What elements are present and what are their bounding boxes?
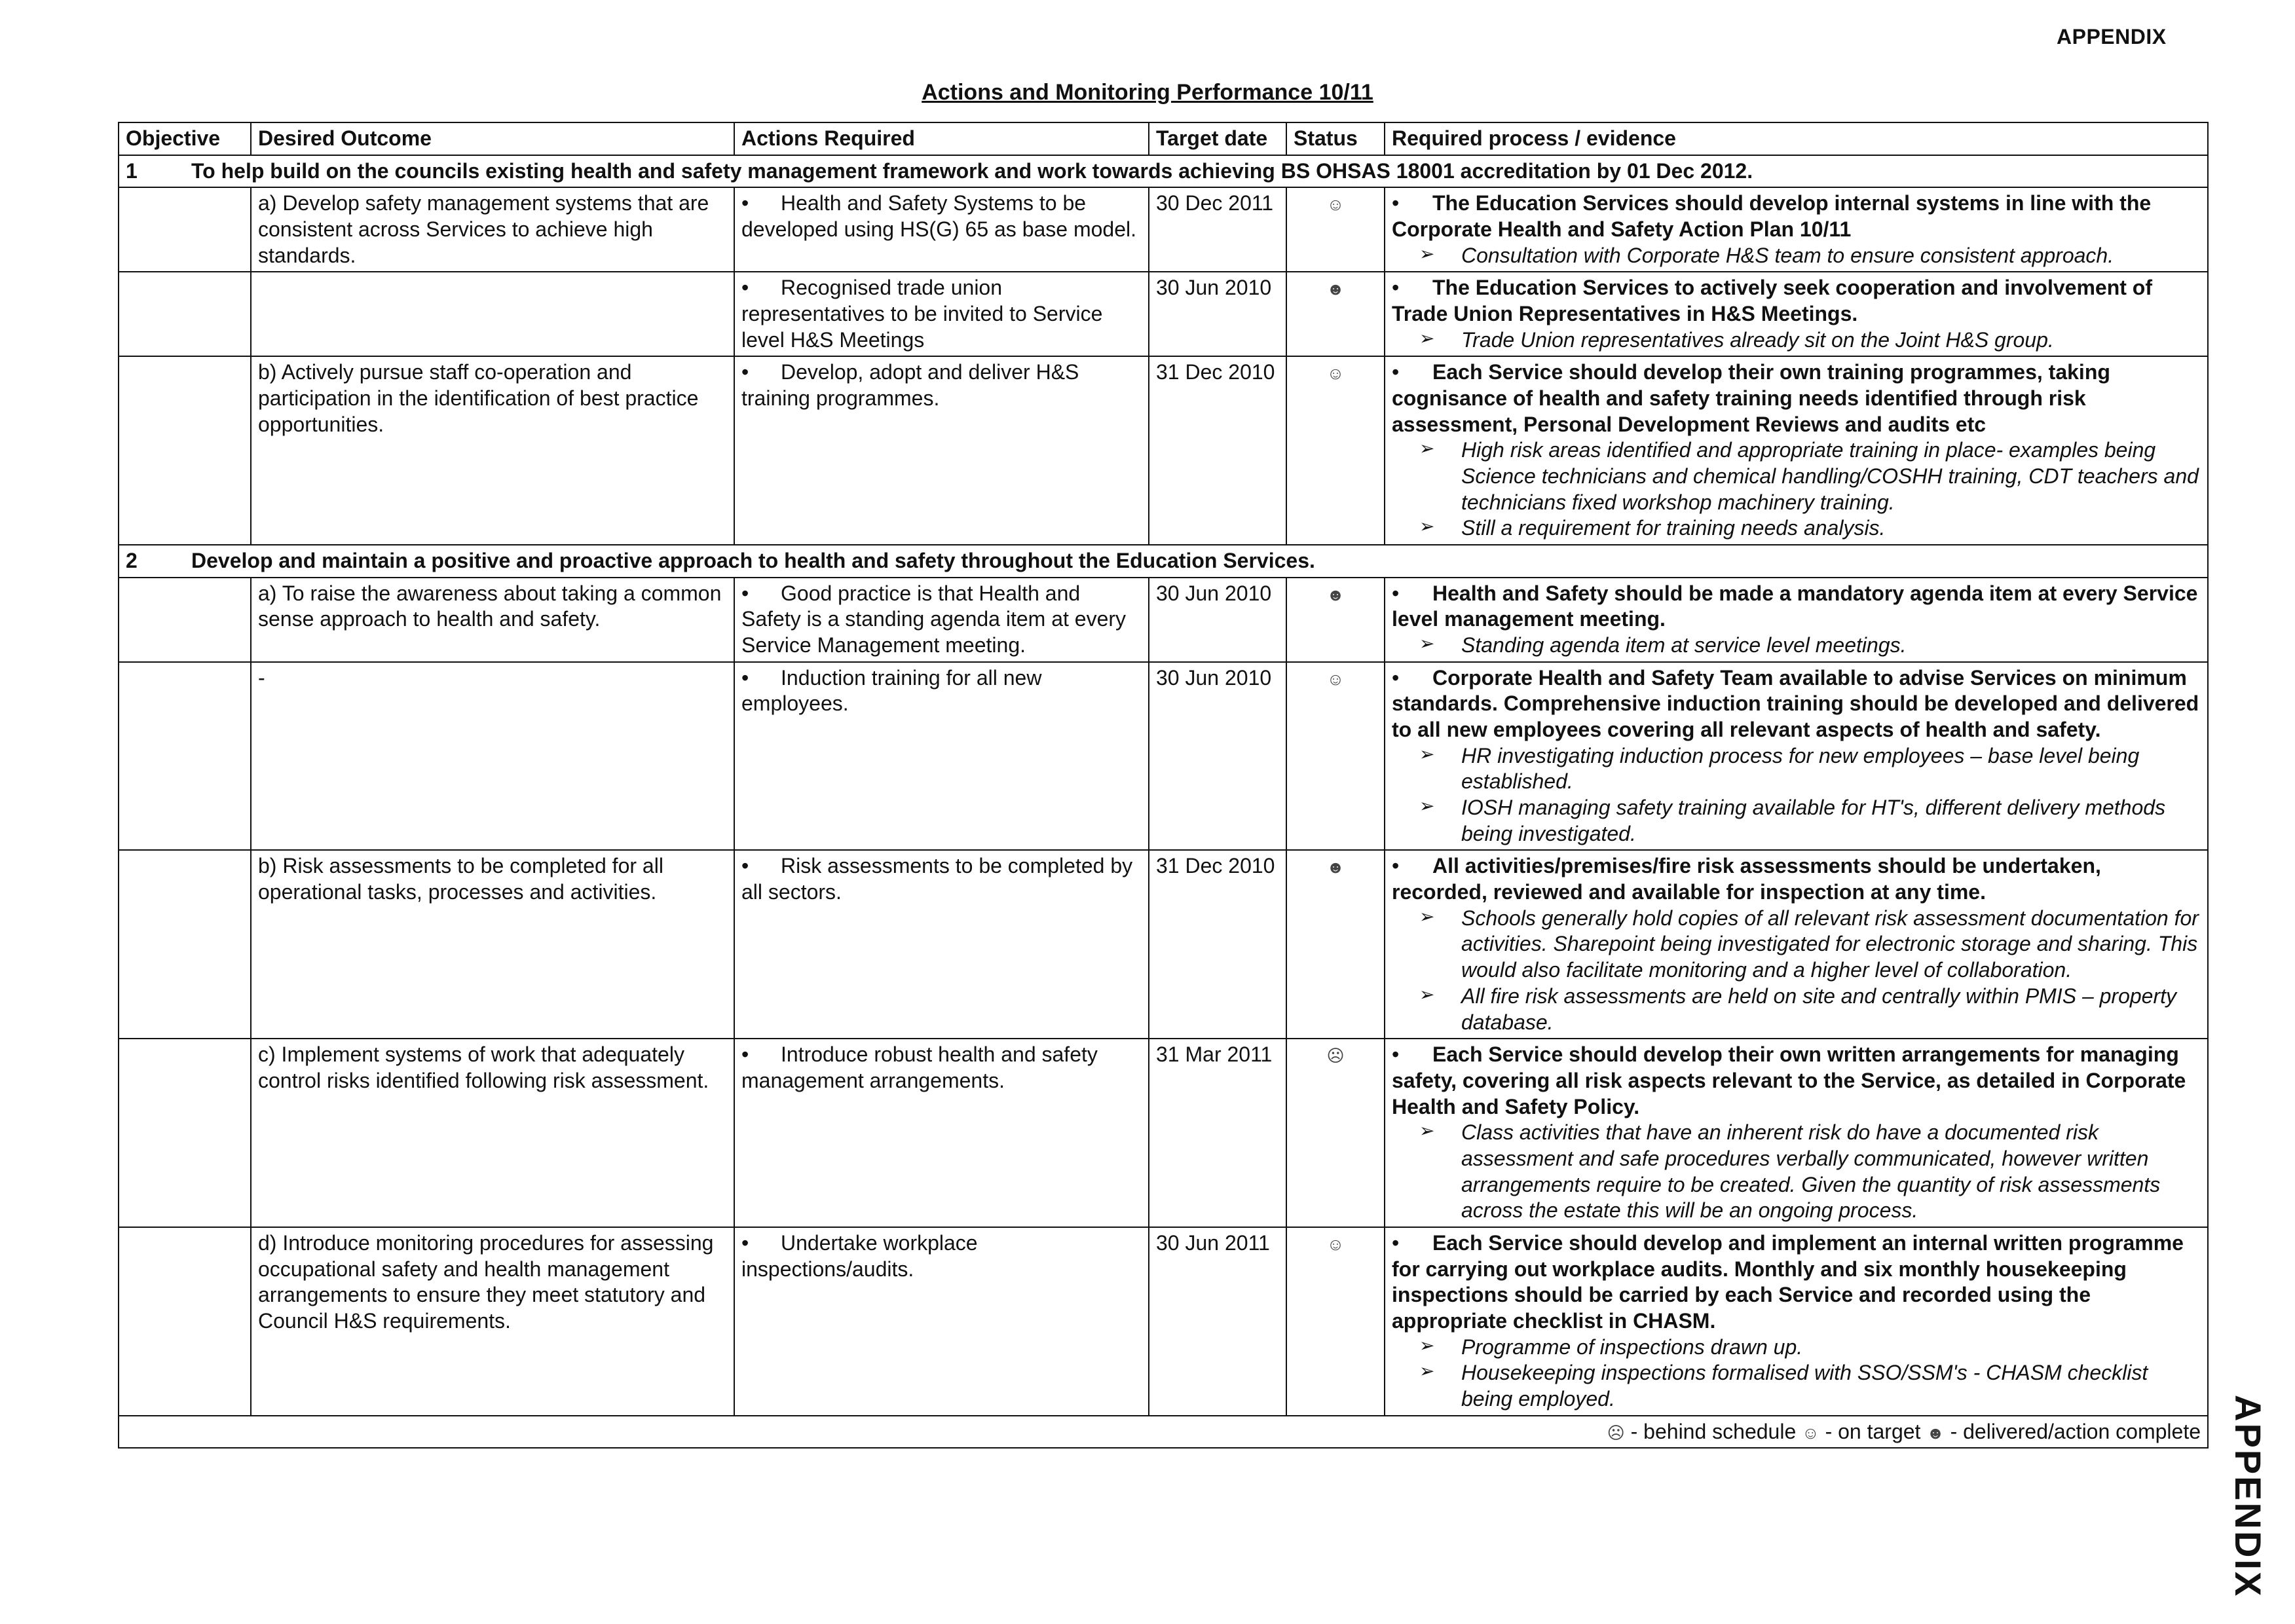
target-date-text: 31 Mar 2011: [1156, 1043, 1273, 1067]
sad-face-icon: ☹: [1607, 1422, 1625, 1443]
evidence-sub-item: ➢ Still a requirement for training needs analysis.: [1419, 515, 2201, 542]
target-date-text: 30 Jun 2010: [1156, 276, 1272, 300]
neutral-face-icon: ☺: [1326, 194, 1345, 215]
desired-outcome-cell: [251, 187, 734, 272]
target-date-cell: [1149, 1227, 1286, 1416]
appendix-side-label: APPENDIX: [2228, 1395, 2269, 1598]
section-number: 2: [126, 549, 138, 573]
evidence-sub-item: ➢ Trade Union representatives already sit on the Joint H&S group.: [1419, 327, 2201, 354]
action-required-text: • Good practice is that Health and Safety is a standing agenda item at every Service Management meeting.: [741, 581, 1142, 659]
table-row: [119, 662, 2208, 851]
evidence-main-text: • Each Service should develop their own written arrangements for managing safety, covering all risk aspects relevant to the Service, as detailed in Corporate Health and Safety Policy.: [1392, 1042, 2201, 1120]
desired-outcome-cell: [251, 850, 734, 1039]
objective-cell: [119, 356, 251, 545]
neutral-face-icon: ☺: [1326, 669, 1345, 689]
table-row: [119, 578, 2208, 662]
sad-face-icon: ☹: [1326, 1046, 1345, 1066]
table-row: [119, 356, 2208, 545]
action-required-cell: [734, 1227, 1149, 1416]
objective-cell: [119, 1039, 251, 1227]
evidence-main-text: • Corporate Health and Safety Team available to advise Services on minimum standards. Comprehensive induction training should be developed and delivered to all new employees covering all relevant aspects of health and safety.: [1392, 665, 2201, 743]
table-row: [119, 1227, 2208, 1416]
evidence-sub-list: [1419, 906, 2201, 1035]
smiley-face-icon: ☻: [1926, 1422, 1945, 1443]
legend-behind-label: - behind schedule: [1624, 1419, 1802, 1443]
table-row: [119, 1039, 2208, 1227]
target-date-cell: [1149, 850, 1286, 1039]
smiley-face-icon: ☻: [1326, 584, 1345, 604]
desired-outcome-text: c) Implement systems of work that adequately control risks identified following risk assessment.: [258, 1043, 709, 1092]
action-required-text: • Risk assessments to be completed by all sectors.: [741, 853, 1142, 905]
objective-cell: [119, 850, 251, 1039]
desired-outcome-text: b) Risk assessments to be completed for all operational tasks, processes and activities.: [258, 854, 663, 904]
evidence-cell: [1385, 272, 2208, 356]
objective-cell: [119, 662, 251, 851]
section-title-cell: [119, 545, 2208, 578]
target-date-text: 30 Jun 2010: [1156, 581, 1272, 605]
evidence-sub-item: ➢ Schools generally hold copies of all relevant risk assessment documentation for activities. Sharepoint being investigated for electronic storage and sharing. This would also facilitate monitoring and a higher level of collaboration.: [1419, 906, 2201, 984]
evidence-sub-item: ➢ Consultation with Corporate H&S team to ensure consistent approach.: [1419, 243, 2201, 269]
column-header-desired-outcome: Desired Outcome: [251, 122, 734, 155]
desired-outcome-cell: [251, 578, 734, 662]
evidence-sub-item: ➢ Programme of inspections drawn up.: [1419, 1335, 2201, 1361]
evidence-cell: [1385, 578, 2208, 662]
target-date-cell: [1149, 662, 1286, 851]
neutral-face-icon: ☺: [1326, 1234, 1345, 1254]
desired-outcome-text: -: [258, 665, 265, 690]
section-title-cell: [119, 155, 2208, 188]
status-cell: [1286, 272, 1385, 356]
desired-outcome-text: a) Develop safety management systems that are consistent across Services to achieve high standards.: [258, 191, 709, 267]
legend-row: [119, 1416, 2208, 1449]
status-cell: [1286, 356, 1385, 545]
evidence-sub-item: ➢ IOSH managing safety training available for HT's, different delivery methods being investigated.: [1419, 795, 2201, 847]
evidence-sub-item: ➢ Housekeeping inspections formalised with SSO/SSM's - CHASM checklist being employed.: [1419, 1360, 2201, 1412]
objective-cell: [119, 187, 251, 272]
evidence-sub-item: ➢ HR investigating induction process for new employees – base level being established.: [1419, 743, 2201, 795]
action-required-cell: [734, 662, 1149, 851]
legend-complete-label: - delivered/action complete: [1944, 1419, 2201, 1443]
action-required-cell: [734, 578, 1149, 662]
target-date-text: 30 Dec 2011: [1156, 191, 1274, 215]
neutral-face-icon: ☺: [1326, 363, 1345, 384]
table-header-row: [119, 122, 2208, 155]
desired-outcome-cell: [251, 1039, 734, 1227]
desired-outcome-cell: [251, 1227, 734, 1416]
status-cell: [1286, 662, 1385, 851]
section-header-row: [119, 545, 2208, 578]
evidence-sub-item: ➢ Standing agenda item at service level meetings.: [1419, 633, 2201, 659]
status-cell: [1286, 578, 1385, 662]
evidence-main-text: • Health and Safety should be made a mandatory agenda item at every Service level management meeting.: [1392, 581, 2201, 633]
legend: [119, 1416, 2208, 1449]
objective-cell: [119, 1227, 251, 1416]
section-title: Develop and maintain a positive and proactive approach to health and safety throughout the Education Services.: [191, 549, 1315, 573]
desired-outcome-cell: [251, 356, 734, 545]
status-cell: [1286, 1227, 1385, 1416]
section-header-row: [119, 155, 2208, 188]
evidence-sub-list: [1419, 437, 2201, 542]
evidence-sub-list: [1419, 1120, 2201, 1224]
desired-outcome-text: a) To raise the awareness about taking a common sense approach to health and safety.: [258, 581, 722, 631]
action-required-cell: [734, 187, 1149, 272]
desired-outcome-text: b) Actively pursue staff co-operation and participation in the identification of best practice opportunities.: [258, 360, 699, 436]
section-title: To help build on the councils existing health and safety management framework and work towards achieving BS OHSAS 18001 accreditation by 01 Dec 2012.: [191, 158, 1753, 183]
target-date-cell: [1149, 1039, 1286, 1227]
neutral-face-icon: ☺: [1802, 1422, 1819, 1443]
action-required-text: • Undertake workplace inspections/audits.: [741, 1230, 1142, 1282]
target-date-cell: [1149, 356, 1286, 545]
target-date-text: 31 Dec 2010: [1156, 854, 1275, 878]
performance-table: [118, 122, 2209, 1449]
action-required-text: • Recognised trade union representatives to be invited to Service level H&S Meetings: [741, 275, 1142, 353]
action-required-text: • Induction training for all new employees.: [741, 665, 1142, 717]
action-required-cell: [734, 1039, 1149, 1227]
action-required-text: • Health and Safety Systems to be developed using HS(G) 65 as base model.: [741, 191, 1142, 242]
table-row: [119, 187, 2208, 272]
evidence-sub-list: [1419, 327, 2201, 354]
page-title: Actions and Monitoring Performance 10/11: [922, 80, 1373, 105]
evidence-cell: [1385, 356, 2208, 545]
action-required-text: • Develop, adopt and deliver H&S training programmes.: [741, 360, 1142, 411]
table-row: [119, 272, 2208, 356]
desired-outcome-cell: [251, 662, 734, 851]
evidence-sub-item: ➢ All fire risk assessments are held on site and centrally within PMIS – property database.: [1419, 984, 2201, 1035]
evidence-cell: [1385, 1227, 2208, 1416]
status-cell: [1286, 187, 1385, 272]
action-required-cell: [734, 272, 1149, 356]
evidence-main-text: • The Education Services should develop internal systems in line with the Corporate Health and Safety Action Plan 10/11: [1392, 191, 2201, 242]
target-date-cell: [1149, 578, 1286, 662]
column-header-target-date: Target date: [1149, 122, 1286, 155]
evidence-main-text: • All activities/premises/fire risk assessments should be undertaken, recorded, reviewed and available for inspection at any time.: [1392, 853, 2201, 905]
evidence-main-text: • The Education Services to actively seek cooperation and involvement of Trade Union Representatives in H&S Meetings.: [1392, 275, 2201, 327]
appendix-label: APPENDIX: [2057, 25, 2167, 48]
evidence-sub-item: ➢ Class activities that have an inherent risk do have a documented risk assessment and safe procedures verbally communicated, however written arrangements require to be created. Given the quantity of risk assessments across the estate this will be an ongoing process.: [1419, 1120, 2201, 1224]
evidence-sub-list: [1419, 243, 2201, 269]
section-number: 1: [126, 158, 138, 183]
evidence-sub-list: [1419, 743, 2201, 847]
evidence-main-text: • Each Service should develop and implement an internal written programme for carrying out workplace audits. Monthly and six monthly housekeeping inspections should be carried by each Service and recorded using the appropriate checklist in CHASM.: [1392, 1230, 2201, 1335]
table-row: [119, 850, 2208, 1039]
objective-cell: [119, 272, 251, 356]
evidence-sub-item: ➢ High risk areas identified and appropriate training in place- examples being Science technicians and chemical handling/COSHH training, CDT teachers and technicians fixed workshop machinery training.: [1419, 437, 2201, 515]
action-required-cell: [734, 356, 1149, 545]
target-date-cell: [1149, 272, 1286, 356]
evidence-cell: [1385, 850, 2208, 1039]
action-required-text: • Introduce robust health and safety management arrangements.: [741, 1042, 1142, 1094]
status-cell: [1286, 850, 1385, 1039]
desired-outcome-cell: [251, 272, 734, 356]
action-required-cell: [734, 850, 1149, 1039]
evidence-main-text: • Each Service should develop their own training programmes, taking cognisance of health and safety training needs identified through risk assessment, Personal Development Reviews and audits etc: [1392, 360, 2201, 437]
evidence-cell: [1385, 662, 2208, 851]
target-date-cell: [1149, 187, 1286, 272]
status-cell: [1286, 1039, 1385, 1227]
smiley-face-icon: ☻: [1326, 857, 1345, 877]
evidence-sub-list: [1419, 633, 2201, 659]
column-header-evidence: Required process / evidence: [1385, 122, 2208, 155]
column-header-objective: Objective: [119, 122, 251, 155]
evidence-sub-list: [1419, 1335, 2201, 1412]
objective-cell: [119, 578, 251, 662]
evidence-cell: [1385, 187, 2208, 272]
target-date-text: 31 Dec 2010: [1156, 360, 1275, 384]
target-date-text: 30 Jun 2010: [1156, 665, 1272, 690]
legend-on-target-label: - on target: [1819, 1419, 1927, 1443]
smiley-face-icon: ☻: [1326, 279, 1345, 299]
target-date-text: 30 Jun 2011: [1156, 1230, 1270, 1255]
evidence-cell: [1385, 1039, 2208, 1227]
column-header-actions-required: Actions Required: [734, 122, 1149, 155]
desired-outcome-text: d) Introduce monitoring procedures for assessing occupational safety and health management arrangements to ensure they meet statutory and Council H&S requirements.: [258, 1230, 714, 1333]
column-header-status: Status: [1286, 122, 1385, 155]
